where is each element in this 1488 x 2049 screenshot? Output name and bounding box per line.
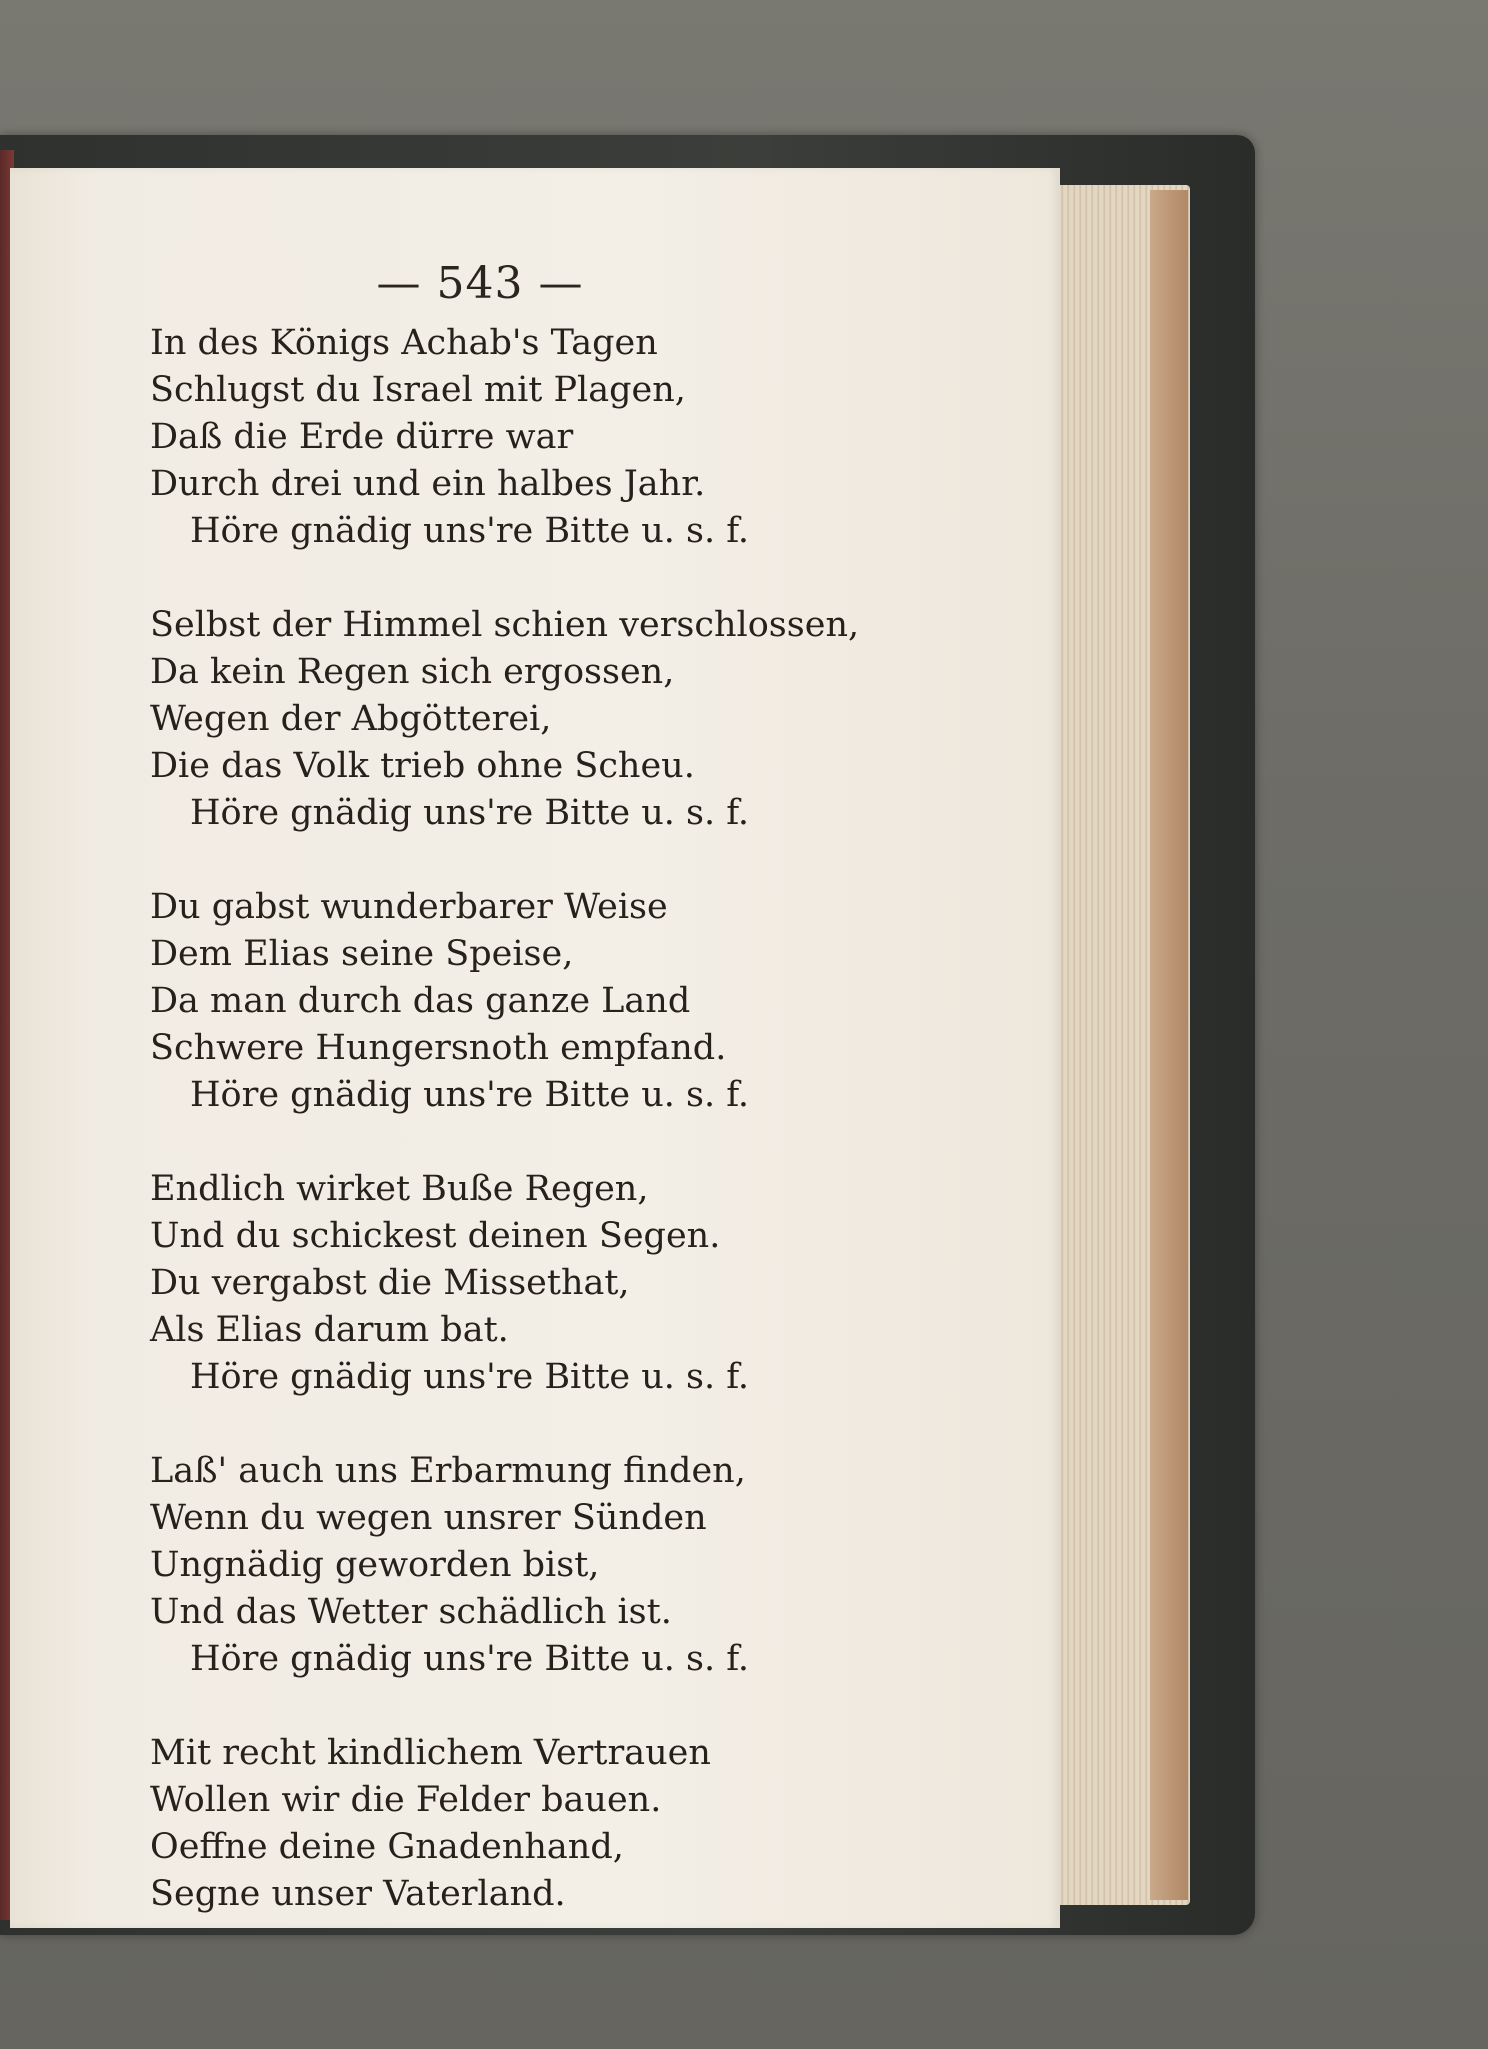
refrain-line: Höre gnädig uns're Bitte u. s. f. <box>190 1639 750 1679</box>
poem-line: Dem Elias seine Speise, <box>150 934 574 974</box>
poem-line: Die das Volk trieb ohne Scheu. <box>150 746 695 786</box>
page-number: — 543 — <box>376 258 584 309</box>
refrain-line: Höre gnädig uns're Bitte u. s. f. <box>190 511 750 551</box>
poem-line: Und du schickest deinen Segen. <box>150 1216 721 1256</box>
poem-line: Daß die Erde dürre war <box>150 417 574 457</box>
poem-line: Mit recht kindlichem Vertrauen <box>150 1733 711 1773</box>
poem-line: Du gabst wunderbarer Weise <box>150 887 668 927</box>
poem-line: Schlugst du Israel mit Plagen, <box>150 370 686 410</box>
poem-line: Als Elias darum bat. <box>150 1310 509 1350</box>
poem-line: Schwere Hungersnoth empfand. <box>150 1028 727 1068</box>
poem-line: Wollen wir die Felder bauen. <box>150 1780 662 1820</box>
poem-line: Da man durch das ganze Land <box>150 981 691 1021</box>
stanza-2 <box>150 602 1030 837</box>
stanza-1 <box>150 320 1030 555</box>
poem-line: Ungnädig geworden bist, <box>150 1545 600 1585</box>
poem-line: Laß' auch uns Erbarmung finden, <box>150 1451 746 1491</box>
stanza-3 <box>150 884 1030 1119</box>
page-edges-shadow <box>1150 190 1188 1900</box>
poem-line: Oeffne deine Gnadenhand, <box>150 1827 624 1867</box>
poem-line: Und das Wetter schädlich ist. <box>150 1592 672 1632</box>
refrain-line: Höre gnädig uns're Bitte u. s. f. <box>190 1357 750 1397</box>
poem-line: Wenn du wegen unsrer Sünden <box>150 1498 707 1538</box>
stanza-4 <box>150 1166 1030 1401</box>
poem-line: Endlich wirket Buße Regen, <box>150 1169 649 1209</box>
poem-line: Du vergabst die Missethat, <box>150 1263 630 1303</box>
poem-line: Wegen der Abgötterei, <box>150 699 552 739</box>
poem-line: Da kein Regen sich ergossen, <box>150 652 675 692</box>
poem-line: In des Königs Achab's Tagen <box>150 323 658 363</box>
stanza-6 <box>150 1730 1030 1918</box>
poem-line: Segne unser Vaterland. <box>150 1874 566 1914</box>
poem-line: Selbst der Himmel schien verschlossen, <box>150 605 860 645</box>
refrain-line: Höre gnädig uns're Bitte u. s. f. <box>190 793 750 833</box>
refrain-line: Höre gnädig uns're Bitte u. s. f. <box>190 1075 750 1115</box>
stanza-5 <box>150 1448 1030 1683</box>
poem <box>150 320 1030 1965</box>
poem-line: Durch drei und ein halbes Jahr. <box>150 464 706 504</box>
